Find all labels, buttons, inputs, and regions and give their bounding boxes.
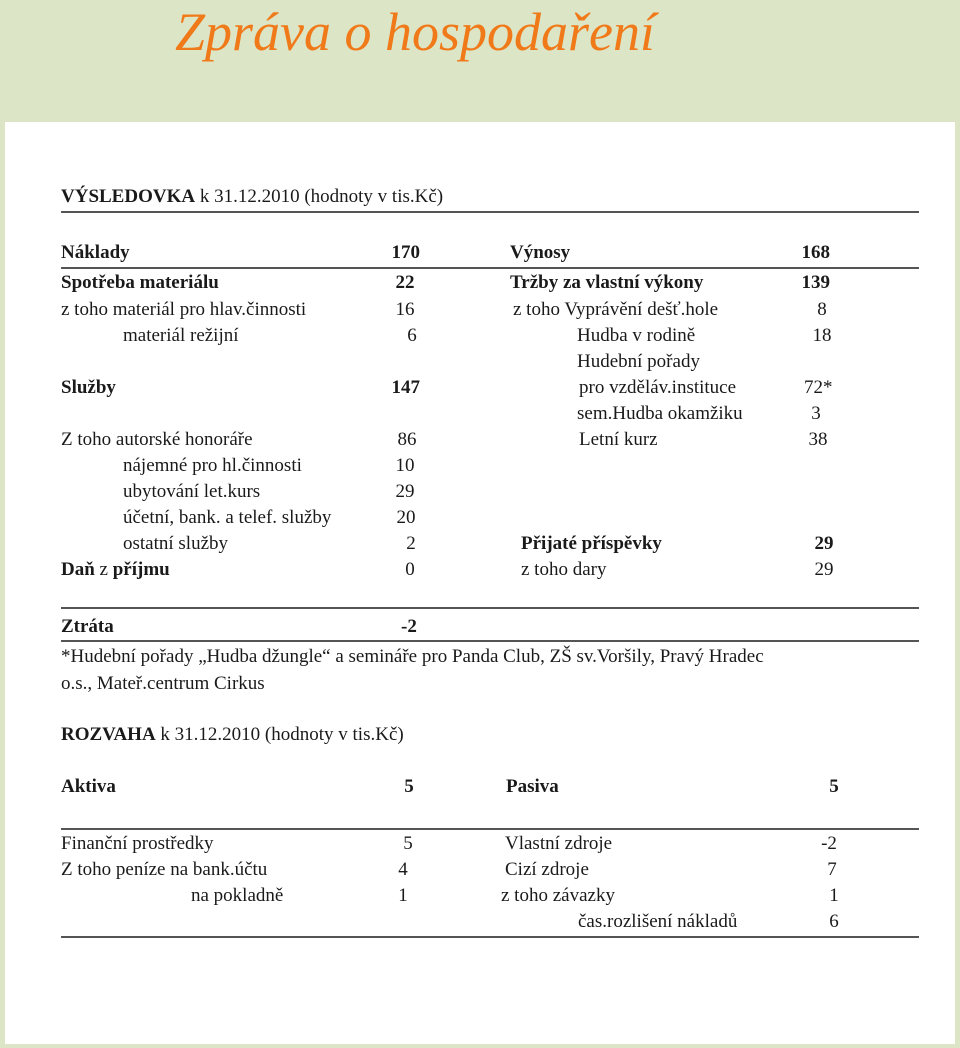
divider bbox=[61, 640, 919, 642]
cost-row-value: 86 bbox=[397, 429, 417, 450]
revenue-row-label: sem.Hudba okamžiku bbox=[577, 403, 743, 424]
costs-value: 170 bbox=[391, 242, 420, 263]
divider bbox=[61, 607, 919, 609]
cost-row-label: ubytování let.kurs bbox=[123, 481, 261, 502]
liability-row-label: z toho závazky bbox=[501, 885, 615, 906]
revenue-row-value: 8 bbox=[817, 299, 827, 320]
revenue-row-value: 18 bbox=[812, 325, 832, 346]
cost-row-value: 147 bbox=[391, 377, 420, 398]
cost-row-label: Spotřeba materiálu bbox=[61, 272, 219, 293]
cost-row-value: 20 bbox=[396, 507, 416, 528]
asset-row-label: na pokladně bbox=[191, 885, 284, 906]
cost-row-value: 29 bbox=[395, 481, 415, 502]
divider bbox=[61, 828, 919, 830]
revenue-label: Výnosy bbox=[510, 242, 571, 263]
liability-row-value: 6 bbox=[829, 911, 839, 932]
cost-row-label: z toho materiál pro hlav.činnosti bbox=[61, 299, 307, 320]
liability-row-label: Cizí zdroje bbox=[505, 859, 589, 880]
divider bbox=[61, 267, 919, 269]
tax-label-part: Daň bbox=[61, 559, 95, 580]
revenue-row-value: 139 bbox=[801, 272, 830, 293]
loss-value: -2 bbox=[401, 616, 417, 637]
income-statement-title: VÝSLEDOVKA bbox=[61, 186, 196, 207]
cost-row-label: nájemné pro hl.činnosti bbox=[123, 455, 302, 476]
cost-row-value: 2 bbox=[406, 533, 416, 554]
liability-row-value: -2 bbox=[821, 833, 837, 854]
asset-row-label: Z toho peníze na bank.účtu bbox=[61, 859, 268, 880]
revenue-row-label: z toho dary bbox=[521, 559, 607, 580]
revenue-row-label: pro vzděláv.instituce bbox=[579, 377, 737, 398]
revenue-row-label: z toho Vyprávění dešť.hole bbox=[513, 299, 719, 320]
assets-label: Aktiva bbox=[61, 776, 116, 797]
assets-value: 5 bbox=[404, 776, 414, 797]
revenue-row-label: Tržby za vlastní výkony bbox=[510, 272, 704, 293]
asset-row-label: Finanční prostředky bbox=[61, 833, 214, 854]
liability-row-label: Vlastní zdroje bbox=[505, 833, 613, 854]
divider bbox=[61, 936, 919, 938]
liabilities-value: 5 bbox=[829, 776, 839, 797]
liability-row-value: 7 bbox=[827, 859, 837, 880]
revenue-value: 168 bbox=[801, 242, 830, 263]
tax-row-value: 0 bbox=[405, 559, 415, 580]
revenue-row-value: 3 bbox=[811, 403, 821, 424]
divider bbox=[61, 211, 919, 213]
footnote: o.s., Mateř.centrum Cirkus bbox=[61, 673, 265, 694]
cost-row-value: 16 bbox=[395, 299, 415, 320]
cost-row-value: 10 bbox=[395, 455, 415, 476]
income-statement-date: k 31.12.2010 (hodnoty v tis.Kč) bbox=[199, 186, 444, 207]
revenue-row-value: 72* bbox=[804, 377, 833, 398]
revenue-row-label: Hudební pořady bbox=[577, 351, 700, 372]
tax-label-part: z bbox=[94, 559, 113, 580]
balance-sheet-title: ROZVAHA bbox=[61, 724, 156, 745]
revenue-row-value: 38 bbox=[808, 429, 828, 450]
cost-row-label: Z toho autorské honoráře bbox=[61, 429, 253, 450]
costs-label: Náklady bbox=[61, 242, 130, 263]
revenue-row-label: Přijaté příspěvky bbox=[521, 533, 662, 554]
income-statement-heading bbox=[61, 186, 443, 208]
cost-row-label: účetní, bank. a telef. služby bbox=[123, 507, 332, 528]
footnote: *Hudební pořady „Hudba džungle“ a semináře pro Panda Club, ZŠ sv.Voršily, Pravý Hradec bbox=[61, 646, 764, 667]
report-sheet bbox=[5, 122, 955, 1044]
balance-sheet-heading bbox=[61, 724, 404, 746]
asset-row-value: 1 bbox=[398, 885, 408, 906]
revenue-row-label: Hudba v rodině bbox=[577, 325, 696, 346]
revenue-row-label: Letní kurz bbox=[579, 429, 658, 450]
loss-label: Ztráta bbox=[61, 616, 114, 637]
cost-row-value: 6 bbox=[407, 325, 417, 346]
cost-row-label: materiál režijní bbox=[123, 325, 239, 346]
page-title: Zpráva o hospodaření bbox=[175, 2, 656, 62]
balance-sheet-date: k 31.12.2010 (hodnoty v tis.Kč) bbox=[160, 724, 404, 745]
liabilities-label: Pasiva bbox=[506, 776, 559, 797]
cost-row-value: 22 bbox=[395, 272, 415, 293]
cost-row-label: ostatní služby bbox=[123, 533, 229, 554]
cost-row-label: Služby bbox=[61, 377, 116, 398]
asset-row-value: 4 bbox=[398, 859, 408, 880]
tax-label-part: příjmu bbox=[112, 559, 170, 580]
revenue-row-value: 29 bbox=[814, 533, 834, 554]
revenue-row-value: 29 bbox=[814, 559, 834, 580]
asset-row-value: 5 bbox=[403, 833, 413, 854]
liability-row-label: čas.rozlišení nákladů bbox=[578, 911, 738, 932]
liability-row-value: 1 bbox=[829, 885, 839, 906]
tax-row-label bbox=[61, 559, 170, 581]
